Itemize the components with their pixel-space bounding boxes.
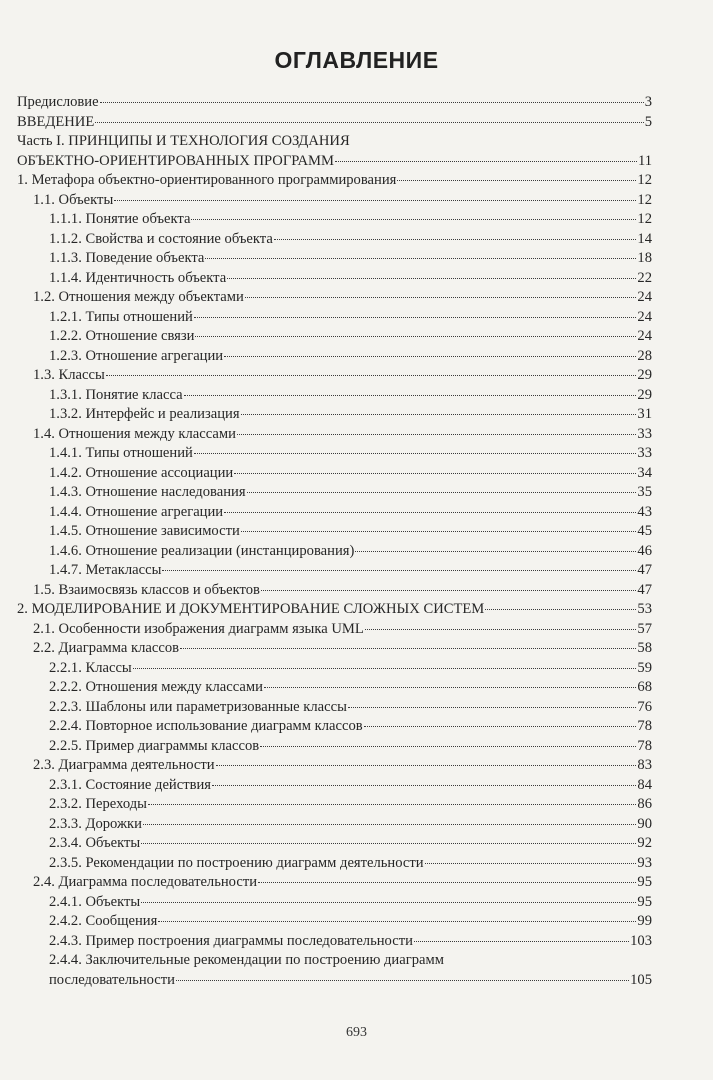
dot-leader: [241, 531, 637, 532]
dot-leader: [241, 414, 637, 415]
dot-leader: [148, 804, 636, 805]
toc-entry-page: 103: [630, 932, 652, 949]
toc-entry-label: 1.1.1. Понятие объекта: [49, 211, 191, 227]
toc-entry-page: 33: [637, 425, 652, 442]
toc-entry-page: 76: [637, 698, 652, 715]
toc-entry-page: 29: [637, 386, 652, 403]
toc-entry: [17, 756, 652, 776]
toc-entry-label: 2.3.3. Дорожки: [49, 815, 142, 832]
dot-leader: [260, 746, 636, 747]
toc-entry-label: Предисловие: [17, 94, 99, 110]
dot-leader: [245, 297, 637, 298]
toc-entry-page: 90: [637, 815, 652, 832]
toc-entry-page: 83: [637, 757, 652, 773]
dot-leader: [258, 882, 636, 883]
page-title: ОГЛАВЛЕНИЕ: [274, 47, 439, 73]
toc-entry-label: последовательности: [49, 971, 175, 988]
toc-entry: [17, 522, 652, 542]
toc-entry-page: 5: [644, 113, 652, 130]
toc-entry-label: 1. Метафора объектно-ориентированного программирования: [17, 172, 397, 188]
toc-entry-page: 24: [637, 308, 652, 325]
toc-entry-page: 86: [637, 796, 652, 812]
table-of-contents: [17, 93, 652, 990]
toc-entry-page: 78: [637, 718, 652, 734]
toc-entry: [17, 191, 652, 211]
dot-leader: [485, 609, 636, 610]
toc-entry: [17, 366, 652, 386]
toc-entry-label: 1.4.3. Отношение наследования: [49, 484, 246, 500]
toc-entry-page: 78: [637, 737, 652, 754]
toc-entry-label: 2.2.3. Шаблоны или параметризованные классы: [49, 698, 347, 715]
toc-entry-label: 2.4. Диаграмма последовательности: [33, 874, 258, 890]
dot-leader: [158, 921, 636, 922]
dot-leader: [261, 590, 636, 591]
toc-entry-label: 1.4.7. Метаклассы: [49, 562, 162, 578]
toc-entry-label: 2.4.3. Пример построения диаграммы последовательности: [49, 932, 413, 949]
toc-entry-label: 1.4.4. Отношение агрегации: [49, 503, 224, 520]
dot-leader: [195, 336, 636, 337]
dot-leader: [184, 395, 637, 396]
toc-entry: [17, 698, 652, 718]
toc-entry: [17, 288, 652, 308]
toc-entry: [17, 132, 652, 171]
toc-entry-label: 2.3.5. Рекомендации по построению диаграмм деятельности: [49, 854, 424, 871]
toc-entry-label: ОБЪЕКТНО-ОРИЕНТИРОВАННЫХ ПРОГРАММ: [17, 152, 334, 169]
toc-entry-page: 92: [637, 835, 652, 851]
toc-entry-label: 1.4.6. Отношение реализации (инстанцирования): [49, 542, 355, 559]
dot-leader: [274, 239, 637, 240]
dot-leader: [335, 161, 637, 162]
toc-entry: [17, 951, 652, 990]
toc-entry: [17, 659, 652, 679]
toc-entry: [17, 230, 652, 250]
toc-entry-label: 1.1.3. Поведение объекта: [49, 250, 205, 266]
toc-entry-label: 1.2. Отношения между объектами: [33, 289, 244, 305]
dot-leader: [348, 707, 637, 708]
toc-entry-page: 34: [637, 464, 652, 481]
toc-entry: [17, 269, 652, 289]
toc-entry-page: 84: [637, 776, 652, 793]
toc-entry-label: 1.4.1. Типы отношений: [49, 445, 193, 461]
toc-entry-page: 18: [637, 250, 652, 266]
dot-leader: [162, 570, 636, 571]
dot-leader: [180, 648, 636, 649]
toc-entry: [17, 464, 652, 484]
toc-entry-label: 1.4.2. Отношение ассоциации: [49, 464, 234, 481]
toc-entry-label: 2.3. Диаграмма деятельности: [33, 757, 215, 773]
toc-entry: [17, 210, 652, 230]
toc-entry-page: 53: [637, 601, 652, 617]
toc-entry-label: ВВЕДЕНИЕ: [17, 113, 95, 130]
toc-entry-label: 1.4. Отношения между классами: [33, 425, 236, 442]
toc-entry-label: 2.2.1. Классы: [49, 659, 132, 676]
toc-entry-page: 95: [637, 874, 652, 890]
toc-entry-label: 1.2.1. Типы отношений: [49, 308, 193, 325]
toc-entry-page: 31: [637, 406, 652, 422]
toc-entry-label: 2.3.2. Переходы: [49, 796, 147, 812]
toc-entry-page: 105: [630, 971, 652, 988]
toc-entry: [17, 327, 652, 347]
toc-entry: [17, 834, 652, 854]
toc-entry: [17, 815, 652, 835]
toc-entry: [17, 737, 652, 757]
toc-entry-label: 1.3.2. Интерфейс и реализация: [49, 406, 240, 422]
toc-entry-page: 57: [637, 620, 652, 637]
toc-entry: [17, 347, 652, 367]
toc-entry-page: 47: [637, 581, 652, 598]
toc-entry: [17, 678, 652, 698]
toc-entry-page: 35: [637, 484, 652, 500]
toc-entry-label: 1.1. Объекты: [33, 191, 114, 208]
dot-leader: [100, 102, 644, 103]
toc-entry-page: 95: [637, 893, 652, 910]
toc-entry-page: 12: [637, 172, 652, 188]
toc-entry-label: 1.5. Взаимосвязь классов и объектов: [33, 581, 260, 598]
toc-entry-label: 1.3. Классы: [33, 367, 105, 383]
dot-leader: [365, 629, 637, 630]
dot-leader: [234, 473, 636, 474]
toc-entry: [17, 249, 652, 269]
dot-leader: [224, 512, 636, 513]
dot-leader: [247, 492, 637, 493]
toc-entry-page: 47: [637, 562, 652, 578]
toc-entry-page: 93: [637, 854, 652, 871]
dot-leader: [133, 668, 637, 669]
toc-entry-page: 43: [637, 503, 652, 520]
toc-entry-label: 2. МОДЕЛИРОВАНИЕ И ДОКУМЕНТИРОВАНИЕ СЛОЖНЫХ СИСТЕМ: [17, 601, 485, 617]
dot-leader: [212, 785, 636, 786]
dot-leader: [224, 356, 636, 357]
toc-entry-page: 68: [637, 679, 652, 695]
toc-entry-page: 3: [644, 94, 652, 110]
toc-entry: [17, 171, 652, 191]
dot-leader: [114, 200, 636, 201]
dot-leader: [176, 980, 629, 981]
toc-entry-page: 24: [637, 328, 652, 344]
toc-entry: [17, 854, 652, 874]
dot-leader: [106, 375, 637, 376]
toc-entry-page: 11: [637, 152, 652, 169]
dot-leader: [216, 765, 637, 766]
toc-entry: [17, 444, 652, 464]
toc-entry: [17, 113, 652, 133]
toc-entry: [17, 912, 652, 932]
toc-entry-page: 58: [637, 640, 652, 656]
toc-entry-title-line: Часть I. ПРИНЦИПЫ И ТЕХНОЛОГИЯ СОЗДАНИЯ: [17, 133, 350, 149]
toc-entry-title-line: 2.4.4. Заключительные рекомендации по построению диаграмм: [49, 952, 444, 968]
toc-entry: [17, 795, 652, 815]
toc-entry: [17, 581, 652, 601]
toc-entry: [17, 425, 652, 445]
dot-leader: [355, 551, 636, 552]
toc-entry: [17, 776, 652, 796]
dot-leader: [194, 453, 637, 454]
toc-entry-label: 2.1. Особенности изображения диаграмм языка UML: [33, 620, 364, 637]
toc-entry-page: 99: [637, 913, 652, 929]
toc-entry-label: 1.2.3. Отношение агрегации: [49, 347, 224, 364]
toc-entry-label: 2.2.2. Отношения между классами: [49, 679, 263, 695]
toc-entry-page: 29: [637, 367, 652, 383]
dot-leader: [237, 434, 636, 435]
toc-entry-label: 1.4.5. Отношение зависимости: [49, 523, 240, 539]
dot-leader: [194, 317, 637, 318]
toc-entry-page: 59: [637, 659, 652, 676]
toc-entry: [17, 405, 652, 425]
dot-leader: [364, 726, 637, 727]
toc-entry-page: 14: [637, 230, 652, 247]
dot-leader: [143, 824, 636, 825]
toc-entry-page: 46: [637, 542, 652, 559]
toc-entry-label: 1.1.2. Свойства и состояние объекта: [49, 230, 273, 247]
toc-entry: [17, 561, 652, 581]
toc-entry: [17, 639, 652, 659]
toc-entry-label: 2.2.4. Повторное использование диаграмм классов: [49, 718, 363, 734]
toc-entry: [17, 542, 652, 562]
toc-entry-page: 33: [637, 445, 652, 461]
dot-leader: [191, 219, 636, 220]
dot-leader: [227, 278, 636, 279]
dot-leader: [205, 258, 636, 259]
toc-entry-label: 2.3.4. Объекты: [49, 835, 141, 851]
toc-entry-page: 12: [637, 191, 652, 208]
toc-entry-label: 1.2.2. Отношение связи: [49, 328, 195, 344]
dot-leader: [95, 122, 643, 123]
toc-entry: [17, 893, 652, 913]
dot-leader: [264, 687, 637, 688]
toc-entry: [17, 93, 652, 113]
toc-entry: [17, 386, 652, 406]
toc-entry-page: 45: [637, 523, 652, 539]
toc-entry-page: 28: [637, 347, 652, 364]
dot-leader: [425, 863, 637, 864]
dot-leader: [414, 941, 629, 942]
page-number: 693: [346, 1025, 367, 1040]
toc-entry-page: 24: [637, 289, 652, 305]
toc-entry: [17, 600, 652, 620]
toc-entry-label: 2.2. Диаграмма классов: [33, 640, 180, 656]
toc-entry: [17, 932, 652, 952]
toc-entry: [17, 873, 652, 893]
toc-entry: [17, 483, 652, 503]
dot-leader: [397, 180, 636, 181]
toc-entry-label: 2.4.1. Объекты: [49, 893, 141, 910]
toc-entry-label: 1.3.1. Понятие класса: [49, 386, 183, 403]
dot-leader: [141, 902, 636, 903]
dot-leader: [141, 843, 636, 844]
toc-entry: [17, 503, 652, 523]
toc-entry: [17, 620, 652, 640]
toc-entry-page: 22: [637, 269, 652, 286]
toc-entry-label: 2.4.2. Сообщения: [49, 913, 158, 929]
toc-entry-page: 12: [637, 211, 652, 227]
toc-entry-label: 2.2.5. Пример диаграммы классов: [49, 737, 260, 754]
toc-entry-label: 2.3.1. Состояние действия: [49, 776, 211, 793]
toc-entry-label: 1.1.4. Идентичность объекта: [49, 269, 227, 286]
toc-entry: [17, 308, 652, 328]
toc-entry: [17, 717, 652, 737]
